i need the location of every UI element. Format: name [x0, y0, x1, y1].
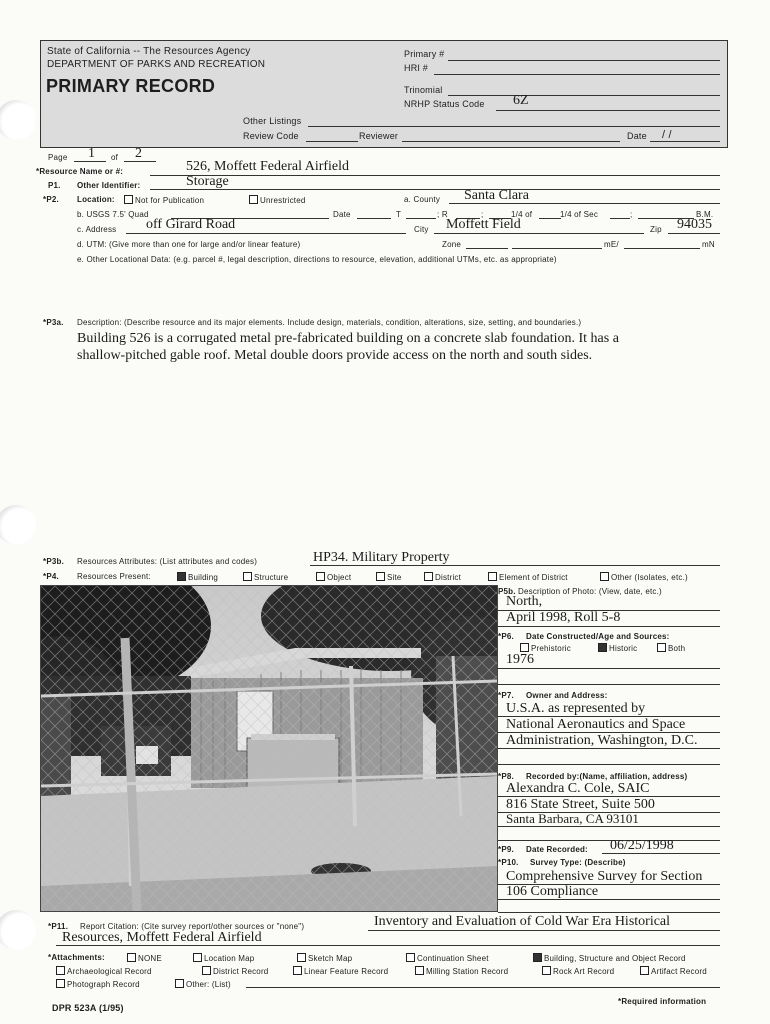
form-number: DPR 523A (1/95) — [52, 1003, 124, 1013]
zip-value: 94035 — [677, 217, 712, 232]
zone-label: Zone — [442, 240, 462, 249]
p7-underline4 — [498, 764, 720, 765]
p3b-text: Resources Attributes: (List attributes and codes) — [77, 557, 258, 566]
att-rock-art-text: Rock Art Record — [553, 967, 615, 976]
punch-hole-middle — [0, 505, 36, 545]
element-text: Element of District — [499, 573, 568, 582]
p10-label: *P10. — [498, 858, 519, 867]
p5b-line1: North, — [506, 594, 543, 609]
me-line — [512, 248, 602, 249]
city-line — [434, 233, 644, 234]
historic-text: Historic — [609, 644, 638, 653]
page-total: 2 — [135, 146, 142, 161]
p10-text: Survey Type: (Describe) — [530, 858, 626, 867]
page-label: Page — [48, 153, 68, 162]
p1-line — [150, 189, 720, 190]
usgs-date-line — [357, 218, 391, 219]
p3b-line — [310, 565, 720, 566]
att-sketch-map-checkbox[interactable] — [297, 953, 352, 963]
att-artifact-box[interactable] — [640, 966, 649, 975]
both-box[interactable] — [657, 643, 666, 652]
att-artifact-text: Artifact Record — [651, 967, 707, 976]
att-milling-text: Milling Station Record — [426, 967, 509, 976]
both-text: Both — [668, 644, 686, 653]
required-note: *Required information — [618, 997, 707, 1006]
att-building-text: Building, Structure and Object Record — [544, 954, 686, 963]
resource-name-label: *Resource Name or #: — [36, 167, 124, 176]
p6-text: Date Constructed/Age and Sources: — [526, 632, 670, 641]
both-checkbox[interactable] — [657, 643, 685, 653]
building-box[interactable] — [177, 572, 186, 581]
p8-label: *P8. — [498, 772, 514, 781]
p3a-line2: shallow-pitched gable roof. Metal double doors provide access on the north and south sides. — [77, 348, 593, 363]
p11-label: *P11. — [48, 922, 69, 931]
p10-line1: Comprehensive Survey for Section — [506, 869, 703, 884]
structure-checkbox[interactable] — [243, 572, 288, 582]
p3b-label: *P3b. — [43, 557, 65, 566]
nrhp-value: 6Z — [513, 93, 529, 108]
county-label: a. County — [404, 195, 441, 204]
attachments-label: *Attachments: — [48, 953, 105, 962]
q1-label: 1/4 of — [511, 210, 533, 219]
page-title: PRIMARY RECORD — [46, 76, 216, 96]
r-semi: ; — [481, 210, 484, 219]
att-continuation-box[interactable] — [406, 953, 415, 962]
me-label: mE/ — [604, 240, 619, 249]
p7-line2: National Aeronautics and Space — [506, 717, 686, 732]
county-line — [449, 203, 720, 204]
p7-underline3 — [498, 748, 720, 749]
mn-line — [624, 248, 700, 249]
primary-line — [448, 60, 720, 61]
object-text: Object — [327, 573, 352, 582]
other-locational-label: e. Other Locational Data: (e.g. parcel #, legal description, directions to resource, elevation, additional UTMs, etc. as appropriate) — [77, 255, 557, 264]
p11-underline2 — [56, 945, 720, 946]
dept-text: DEPARTMENT OF PARKS AND RECREATION — [47, 59, 266, 70]
p5b-label: P5b. — [498, 587, 516, 596]
att-linear-checkbox[interactable] — [293, 966, 388, 976]
unrestricted-text: Unrestricted — [260, 196, 306, 205]
p10-underline3 — [498, 912, 720, 913]
nrhp-line — [496, 110, 720, 111]
att-location-map-checkbox[interactable] — [193, 953, 254, 963]
hri-label: HRI # — [404, 63, 429, 73]
p10-underline2 — [498, 899, 720, 900]
district-checkbox[interactable] — [424, 572, 461, 582]
site-text: Site — [387, 573, 402, 582]
resource-name-line — [150, 175, 720, 176]
att-milling-checkbox[interactable] — [415, 966, 508, 976]
q2-label: 1/4 of Sec — [560, 210, 599, 219]
att-other-text: Other: (List) — [186, 980, 231, 989]
trinomial-line — [448, 95, 720, 96]
bm-label: B.M. — [696, 210, 714, 219]
p3a-text: Description: (Describe resource and its major elements. Include design, materials, condition, alterations, size, setting, and boundaries.) — [77, 318, 582, 327]
att-none-text: NONE — [138, 954, 162, 963]
att-continuation-text: Continuation Sheet — [417, 954, 489, 963]
date-value: / / — [662, 129, 672, 141]
reviewer-label: Reviewer — [359, 131, 399, 141]
resource-photo — [40, 585, 498, 912]
att-archaeological-checkbox[interactable] — [56, 966, 152, 976]
not-for-publication-box[interactable] — [124, 195, 133, 204]
att-sketch-map-text: Sketch Map — [308, 954, 353, 963]
t-line — [406, 218, 436, 219]
p6-underline1 — [498, 668, 720, 669]
p7-line3: Administration, Washington, D.C. — [506, 733, 698, 748]
att-photograph-checkbox[interactable] — [56, 979, 140, 989]
att-photograph-box[interactable] — [56, 979, 65, 988]
review-code-label: Review Code — [243, 131, 299, 141]
p7-text: Owner and Address: — [526, 691, 608, 700]
object-checkbox[interactable] — [316, 572, 351, 582]
att-linear-text: Linear Feature Record — [304, 967, 389, 976]
p11-line2: Resources, Moffett Federal Airfield — [62, 930, 262, 945]
att-none-box[interactable] — [127, 953, 136, 962]
p1-text: Other Identifier: — [77, 181, 141, 190]
p5b-line2: April 1998, Roll 5-8 — [506, 610, 621, 625]
site-checkbox[interactable] — [376, 572, 402, 582]
page-total-line — [124, 161, 156, 162]
address-value: off Girard Road — [146, 217, 236, 232]
p4-text: Resources Present: — [77, 572, 151, 581]
historic-checkbox[interactable] — [598, 643, 637, 653]
trinomial-label: Trinomial — [404, 85, 443, 95]
punch-hole-bottom — [0, 910, 36, 950]
p7-label: *P7. — [498, 691, 514, 700]
att-district-box[interactable] — [202, 966, 211, 975]
not-for-publication-text: Not for Publication — [135, 196, 205, 205]
p3a-line1: Building 526 is a corrugated metal pre-fabricated building on a concrete slab foundation. It has a — [77, 331, 619, 346]
object-box[interactable] — [316, 572, 325, 581]
unrestricted-checkbox[interactable] — [249, 195, 306, 205]
p5b-text: Description of Photo: (View, date, etc.) — [518, 587, 662, 596]
p9-underline — [602, 853, 720, 854]
photo-illustration — [41, 586, 497, 911]
not-for-publication-checkbox[interactable] — [124, 195, 204, 205]
page-num-line — [74, 161, 106, 162]
mn-label: mN — [702, 240, 715, 249]
att-other-line — [246, 987, 720, 988]
hri-line — [434, 74, 720, 75]
att-milling-box[interactable] — [415, 966, 424, 975]
att-location-map-box[interactable] — [193, 953, 202, 962]
att-sketch-map-box[interactable] — [297, 953, 306, 962]
att-none-checkbox[interactable] — [127, 953, 162, 963]
address-label: c. Address — [77, 225, 117, 234]
p8-text: Recorded by:(Name, affiliation, address) — [526, 772, 688, 781]
att-rock-art-checkbox[interactable] — [542, 966, 614, 976]
county-value: Santa Clara — [464, 188, 529, 203]
p1-label: P1. — [48, 181, 61, 190]
att-artifact-checkbox[interactable] — [640, 966, 707, 976]
p3a-label: *P3a. — [43, 318, 64, 327]
building-checkbox[interactable] — [177, 572, 218, 582]
review-code-line — [306, 141, 358, 142]
element-checkbox[interactable] — [488, 572, 568, 582]
date-line — [650, 141, 720, 142]
att-rock-art-box[interactable] — [542, 966, 551, 975]
usgs-date-label: Date — [333, 210, 351, 219]
att-district-text: District Record — [213, 967, 269, 976]
city-label: City — [414, 225, 429, 234]
p8-line2: 816 State Street, Suite 500 — [506, 797, 655, 812]
zone-line — [466, 248, 508, 249]
page-of-label: of — [111, 153, 119, 162]
att-archaeological-text: Archaeological Record — [67, 967, 152, 976]
nrhp-label: NRHP Status Code — [404, 99, 485, 109]
p4-label: *P4. — [43, 572, 59, 581]
city-value: Moffett Field — [446, 217, 521, 232]
p8-line3: Santa Barbara, CA 93101 — [506, 811, 639, 826]
unrestricted-box[interactable] — [249, 195, 258, 204]
structure-text: Structure — [254, 573, 289, 582]
site-box[interactable] — [376, 572, 385, 581]
q2-line — [539, 218, 561, 219]
address-line — [126, 233, 406, 234]
p6-label: *P6. — [498, 632, 514, 641]
p8-underline4 — [498, 840, 720, 841]
p11-text: Report Citation: (Cite survey report/other sources or "none") — [80, 922, 305, 931]
date-label: Date — [627, 131, 647, 141]
primary-label: Primary # — [404, 49, 445, 59]
district-text: District — [435, 573, 462, 582]
p11-line1: Inventory and Evaluation of Cold War Era Historical — [374, 914, 671, 929]
reviewer-line — [402, 141, 620, 142]
att-photograph-text: Photograph Record — [67, 980, 140, 989]
att-continuation-checkbox[interactable] — [406, 953, 489, 963]
att-archaeological-box[interactable] — [56, 966, 65, 975]
p9-label: *P9. — [498, 845, 514, 854]
element-box[interactable] — [488, 572, 497, 581]
utm-label: d. UTM: — [77, 240, 107, 249]
other-text: Other (Isolates, etc.) — [611, 573, 688, 582]
agency-text: State of California -- The Resources Agency — [47, 46, 251, 57]
p11-underline1 — [368, 930, 720, 931]
p3b-value: HP34. Military Property — [313, 550, 450, 565]
p8-underline3 — [498, 826, 720, 827]
att-other-box[interactable] — [175, 979, 184, 988]
other-checkbox[interactable] — [600, 572, 688, 582]
att-building-box[interactable] — [533, 953, 542, 962]
sec-semi: ; — [630, 210, 633, 219]
prehistoric-box[interactable] — [520, 643, 529, 652]
att-other-checkbox[interactable] — [175, 979, 231, 989]
other-box[interactable] — [600, 572, 609, 581]
p6-value: 1976 — [506, 652, 534, 667]
district-box[interactable] — [424, 572, 433, 581]
p6-underline2 — [498, 684, 720, 685]
p8-line1: Alexandra C. Cole, SAIC — [506, 781, 650, 796]
att-linear-box[interactable] — [293, 966, 302, 975]
p1-value: Storage — [186, 174, 229, 189]
building-text: Building — [188, 573, 219, 582]
t-label: T — [396, 210, 402, 219]
zip-line — [668, 233, 720, 234]
utm-note: (Give more than one for large and/or linear feature) — [109, 240, 301, 249]
att-district-checkbox[interactable] — [202, 966, 268, 976]
sec-line — [610, 218, 630, 219]
p10-line2: 106 Compliance — [506, 884, 599, 899]
other-listings-label: Other Listings — [243, 116, 302, 126]
page-num: 1 — [88, 146, 95, 161]
r-label: ; R — [437, 210, 448, 219]
att-location-map-text: Location Map — [204, 954, 255, 963]
p2-text: Location: — [77, 195, 115, 204]
historic-box[interactable] — [598, 643, 607, 652]
resource-name-value: 526, Moffett Federal Airfield — [186, 159, 350, 174]
other-listings-line — [308, 126, 720, 127]
punch-hole-top — [0, 100, 36, 140]
zip-label: Zip — [650, 225, 662, 234]
p9-text: Date Recorded: — [526, 845, 588, 854]
att-building-checkbox[interactable] — [533, 953, 686, 963]
structure-box[interactable] — [243, 572, 252, 581]
p7-line1: U.S.A. as represented by — [506, 701, 646, 716]
p5b-underline2 — [498, 626, 720, 627]
p9-value: 06/25/1998 — [610, 838, 674, 853]
usgs-label: b. USGS 7.5' Quad — [77, 210, 149, 219]
prehistoric-text: Prehistoric — [531, 644, 571, 653]
p2-label: *P2. — [43, 195, 59, 204]
